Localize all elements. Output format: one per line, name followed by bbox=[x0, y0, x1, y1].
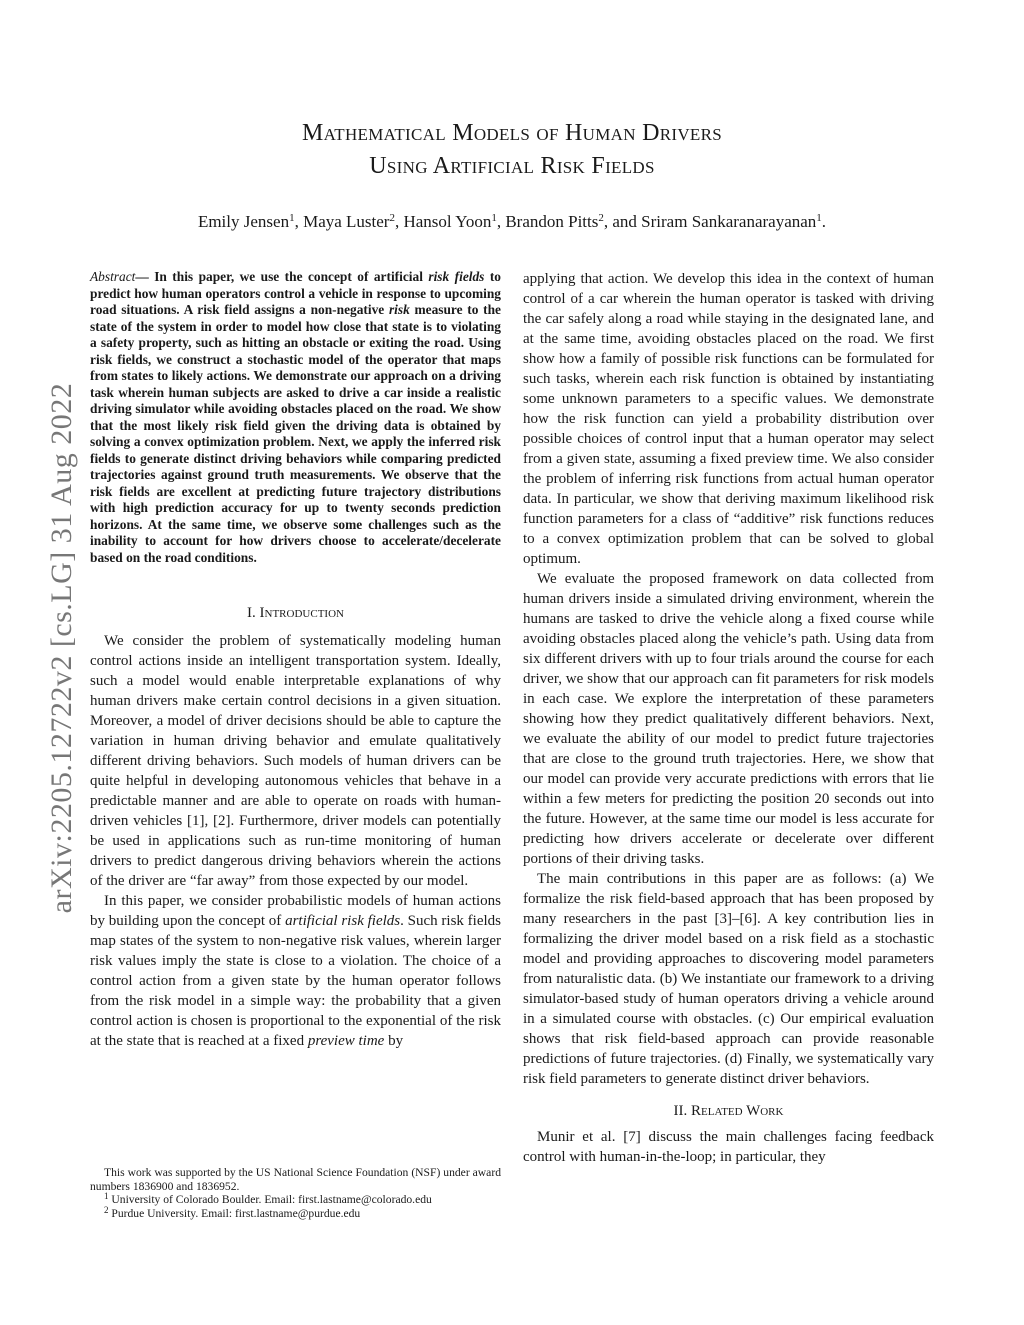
abstract-emphasis: risk bbox=[388, 302, 410, 317]
arxiv-identifier-stamp: arXiv:2205.12722v2 [cs.LG] 31 Aug 2022 bbox=[45, 382, 78, 914]
abstract-text: measure to the state of the system in order to model how close that state is to violating a safety property, such as hitting an obstacle or exiting the road. Using risk fields, we construct a stochastic model of the operator that maps from states to likely actions. We demonstrate our approach on a driving task wherein human subjects are asked to drive a car inside a realistic driving simulator while avoiding obstacles placed on the road. We show that the most likely risk field given the driving data is obtained by solving a convex optimization problem. Next, we apply the inferred risk fields to generate distinct driving behaviors while comparing predicted trajectories against ground truth measurements. We observe that the risk fields are excellent at predicting future trajectory distributions with high prediction accuracy for up to twenty seconds prediction horizons. At the same time, we observe some challenges such as the inability to account for how drivers choose to accelerate/decelerate based on the road conditions. bbox=[90, 302, 501, 565]
author-list-end: . bbox=[821, 212, 827, 231]
footnote-text: Purdue University. Email: first.lastname@purdue.edu bbox=[108, 1206, 361, 1220]
abstract-lead: Abstract bbox=[90, 269, 136, 284]
author-name: Brandon Pitts bbox=[505, 212, 599, 231]
author-affiliation-mark: 1 bbox=[289, 212, 295, 224]
paragraph: We evaluate the proposed framework on data collected from human drivers inside a simulated driving environment, wherein the humans are tasked to drive the vehicle along a fixed course while avoiding obstacles placed along the vehicle’s path. Using data from six different drivers with up to four trials around the course for each driver, we show that our approach can fit parameters for risk models in each case. We explore the interpretation of these parameters showing how they predict qualitatively different behaviors. Next, we evaluate the ability of our model to predict future trajectories that are close to the ground truth trajectories. Here, we show that our model can provide very accurate predictions with errors that lie within a few meters for predicting the position 20 seconds out into the future. However, at the same time our model is less accurate for predicting how drivers accelerate or decelerate over different portions of their driving tasks. bbox=[523, 571, 934, 867]
author-name: Hansol Yoon bbox=[403, 212, 492, 231]
paragraph: We consider the problem of systematically modeling human control actions inside an intelligent transportation system. Ideally, such a model would enable interpretable explanations of why human drivers make certain control decisions in a given situation. Moreover, a model of driver decisions should be able to capture the variation in human driving behavior and emulate qualitatively different driving behaviors. Such models of human drivers can be quite helpful in developing autonomous vehicles that behave in a predictable manner and are able to operate on roads with human-driven vehicles [1], [2]. Furthermore, driver models can potentially be used in applications such as run-time monitoring of human drivers to predict dangerous driving behaviors wherein the actions of the driver are “far away” from those expected by our model. bbox=[90, 633, 501, 889]
funding-footnote: This work was supported by the US National Science Foundation (NSF) under award numbers 1836900 and 1836952. bbox=[90, 1166, 501, 1193]
affiliation-footnote bbox=[90, 1193, 501, 1207]
author-name: Maya Luster bbox=[303, 212, 390, 231]
paragraph: applying that action. We develop this idea in the context of human control of a car wherein the human operator is tasked with driving the car safely along a road while staying in the designated lane, and at the same time, avoiding obstacles placed on the road. We first show how a family of possible risk functions can be formulated for such tasks, wherein each risk function is obtained by instantiating some unknown parameters to a specific values. We demonstrate how the risk function can yield a probability distribution over possible choices of control input that a human operator may select from a given state, assuming a fixed preview time. We also consider the problem of inferring risk functions from actual human operator data. In particular, we show that deriving maximum likelihood risk function parameters for a class of “additive” risk functions reduces to a convex optimization problem that can be solved to global optimum. bbox=[523, 271, 934, 567]
footnote-mark: 1 bbox=[104, 1191, 109, 1201]
author-name: and Sriram Sankaranarayanan bbox=[612, 212, 817, 231]
author-affiliation-mark: 1 bbox=[816, 212, 822, 224]
paragraph-emphasis: artificial risk fields bbox=[285, 913, 401, 929]
footnote-mark: 2 bbox=[104, 1204, 109, 1215]
section-heading-introduction: I. Introduction bbox=[247, 605, 344, 621]
paragraph: The main contributions in this paper are as follows: (a) We formalize the risk field-based approach that has been proposed by many researchers in the past [3]–[6]. A key contribution lies in formalizing the driver model based on a risk field as a stochastic model and providing approaches to discovering model parameters from naturalistic data. (b) We instantiate our framework to a driving simulator-based study of human operators driving a vehicle around in a simulated course with obstacles. (c) Our empirical evaluation shows that risk field-based approach can provide reasonable predictions of future trajectories. (d) Finally, we systematically vary risk field parameters to generate distinct driver behaviors. bbox=[523, 871, 934, 1087]
paragraph-text: . Such risk fields map states of the system to non-negative risk values, wherein larger risk values imply the state is close to a violation. The choice of a control action from a given state by the human operator follows from the risk model in a simple way: the probability that a given control action is chosen is proportional to the exponential of the risk at the state that is reached at a fixed bbox=[90, 913, 502, 1049]
paragraph-text: In this paper, we consider probabilistic models of human actions by building upon the concept of bbox=[90, 893, 501, 929]
affiliation-footnote bbox=[90, 1204, 501, 1221]
paragraph-text: by bbox=[384, 1033, 404, 1049]
abstract-dash: — bbox=[135, 269, 155, 284]
paragraph: Munir et al. [7] discuss the main challenges facing feedback control with human-in-the-loop; in particular, they bbox=[523, 1129, 934, 1165]
author-affiliation-mark: 2 bbox=[598, 212, 604, 224]
author-affiliation-mark: 1 bbox=[491, 212, 497, 224]
abstract-text: to predict how human operators control a vehicle in response to upcoming road situations. A risk field assigns a non-negative bbox=[90, 269, 501, 317]
author-list: Emily Jensen$^1$, Maya Luster$^2$, Hansol Yoon$^1$, Brandon Pitts$^2$, and Sriram Sankaranarayanan$^1$. bbox=[197, 212, 827, 231]
author-name: Emily Jensen bbox=[197, 212, 290, 231]
right-column bbox=[523, 269, 934, 1167]
paper-title bbox=[0, 117, 1024, 183]
author-affiliation-mark: 2 bbox=[389, 212, 395, 224]
footnote-text: University of Colorado Boulder. Email: first.lastname@colorado.edu bbox=[108, 1193, 432, 1206]
footnotes bbox=[90, 1166, 501, 1220]
paragraph-emphasis: preview time bbox=[307, 1033, 385, 1049]
section-heading-related-work: II. Related Work bbox=[673, 1103, 784, 1119]
abstract-emphasis: risk fields bbox=[428, 269, 485, 284]
abstract-text: In this paper, we use the concept of artificial bbox=[154, 269, 429, 284]
left-column bbox=[90, 269, 501, 1051]
paper-title-line-1: Mathematical Models of Human Drivers bbox=[301, 120, 723, 146]
abstract bbox=[90, 269, 501, 566]
paragraph bbox=[90, 891, 501, 1051]
paper-title-line-2: Using Artificial Risk Fields bbox=[369, 153, 655, 179]
